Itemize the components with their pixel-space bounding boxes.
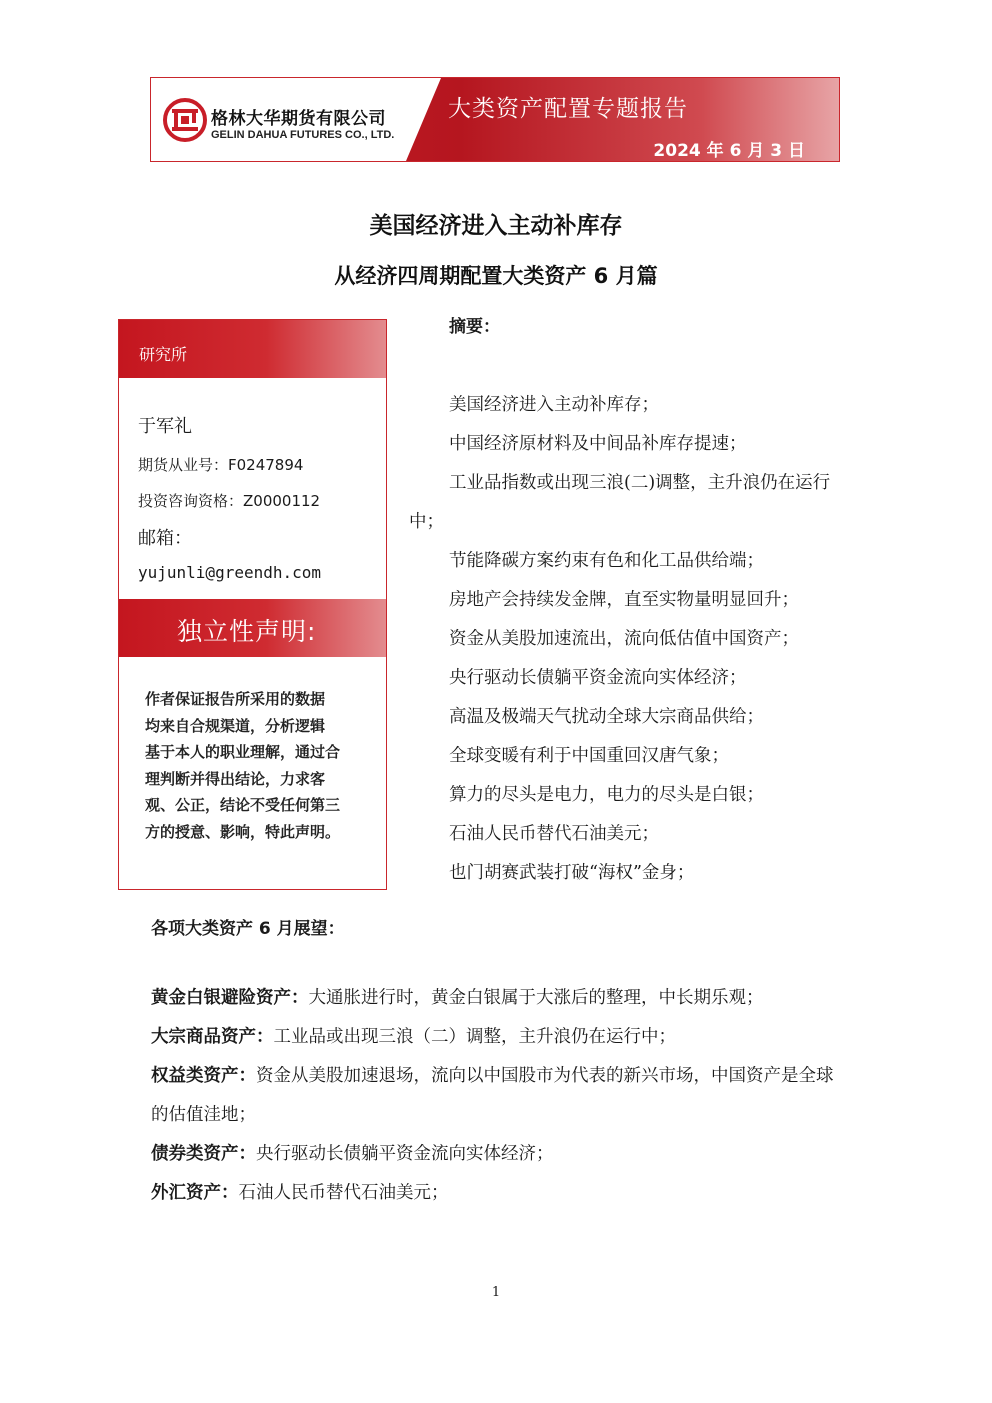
department-header [119,320,386,378]
outlook-item-label: 债券类资产： [151,1144,256,1164]
outlook-item-text: 工业品或出现三浪（二）调整，主升浪仍在运行中； [273,1027,676,1047]
department-label: 研究所 [139,345,188,364]
abstract-list [409,386,849,893]
report-type-title: 大类资产配置专题报告 [448,96,688,122]
outlook-item [151,1018,843,1057]
abstract-item: 资金从美股加速流出，流向低估值中国资产； [449,629,799,649]
author-email[interactable]: yujunli@greendh.com [138,563,322,582]
abstract-item: 全球变暖有利于中国重回汉唐气象； [449,746,729,766]
outlook-list [151,979,843,1213]
page-number: 1 [491,1285,501,1300]
abstract-item: 高温及极端天气扰动全球大宗商品供给； [449,707,764,727]
outlook-item-text: 央行驱动长债躺平资金流向实体经济； [256,1144,554,1164]
outlook-item [151,979,843,1018]
disclaimer-line: 方的授意、影响，特此声明。 [145,822,341,841]
author-sidebar [118,319,387,890]
disclaimer-header [119,599,386,657]
disclaimer-line: 基于本人的职业理解，通过合 [145,743,341,761]
company-name-cn: 格林大华期货有限公司 [211,109,386,129]
outlook-item [151,1057,843,1135]
company-logo-icon [163,98,207,142]
outlook-item-label: 外汇资产： [151,1183,239,1203]
outlook-item-text: 石油人民币替代石油美元； [238,1183,449,1203]
abstract-heading: 摘要： [449,317,500,337]
outlook-item [151,1135,843,1174]
abstract-item: 石油人民币替代石油美元； [449,824,659,844]
abstract-item: 算力的尽头是电力，电力的尽头是白银； [449,785,764,805]
report-header-banner [150,77,840,162]
abstract-item: 中国经济原材料及中间品补库存提速； [449,434,747,454]
report-subtitle: 从经济四周期配置大类资产 6 月篇 [334,264,658,288]
report-date: 2024 年 6 月 3 日 [653,141,805,161]
abstract-item: 节能降碳方案约束有色和化工品供给端； [449,551,764,571]
disclaimer-line: 作者保证报告所采用的数据 [145,690,326,708]
abstract-item: 央行驱动长债躺平资金流向实体经济； [449,668,747,688]
outlook-item-label: 黄金白银避险资产： [151,988,309,1008]
abstract-item: 美国经济进入主动补库存； [449,395,659,415]
disclaimer-line: 观、公正，结论不受任何第三 [145,796,341,814]
report-title: 美国经济进入主动补库存 [369,213,623,239]
abstract-item: 也门胡赛武装打破“海权”金身； [449,863,695,883]
email-label: 邮箱： [138,528,192,549]
outlook-item-text: 大通胀进行时，黄金白银属于大涨后的整理，中长期乐观； [308,988,764,1008]
outlook-heading: 各项大类资产 6 月展望： [151,919,345,939]
disclaimer-title: 独立性声明: [177,617,317,646]
disclaimer-line: 均来自合规渠道，分析逻辑 [145,716,326,735]
outlook-item [151,1174,843,1213]
abstract-item: 房地产会持续发金牌，直至实物量明显回升； [449,590,799,610]
author-license: 期货从业号：F0247894 [138,456,304,474]
author-name: 于军礼 [138,416,192,437]
outlook-item-label: 权益类资产： [151,1066,256,1086]
author-qualification: 投资咨询资格：Z0000112 [138,492,321,510]
disclaimer-text [145,686,370,845]
outlook-item-text: 资金从美股加速退场，流向以中国股市为代表的新兴市场，中国资产是全球的估值洼地； [151,1066,834,1125]
company-name-en: GELIN DAHUA FUTURES CO., LTD. [211,129,395,141]
disclaimer-line: 理判断并得出结论，力求客 [145,769,326,788]
abstract-item: 工业品指数或出现三浪(二)调整，主升浪仍在运行中； [409,473,831,532]
outlook-item-label: 大宗商品资产： [151,1027,274,1047]
